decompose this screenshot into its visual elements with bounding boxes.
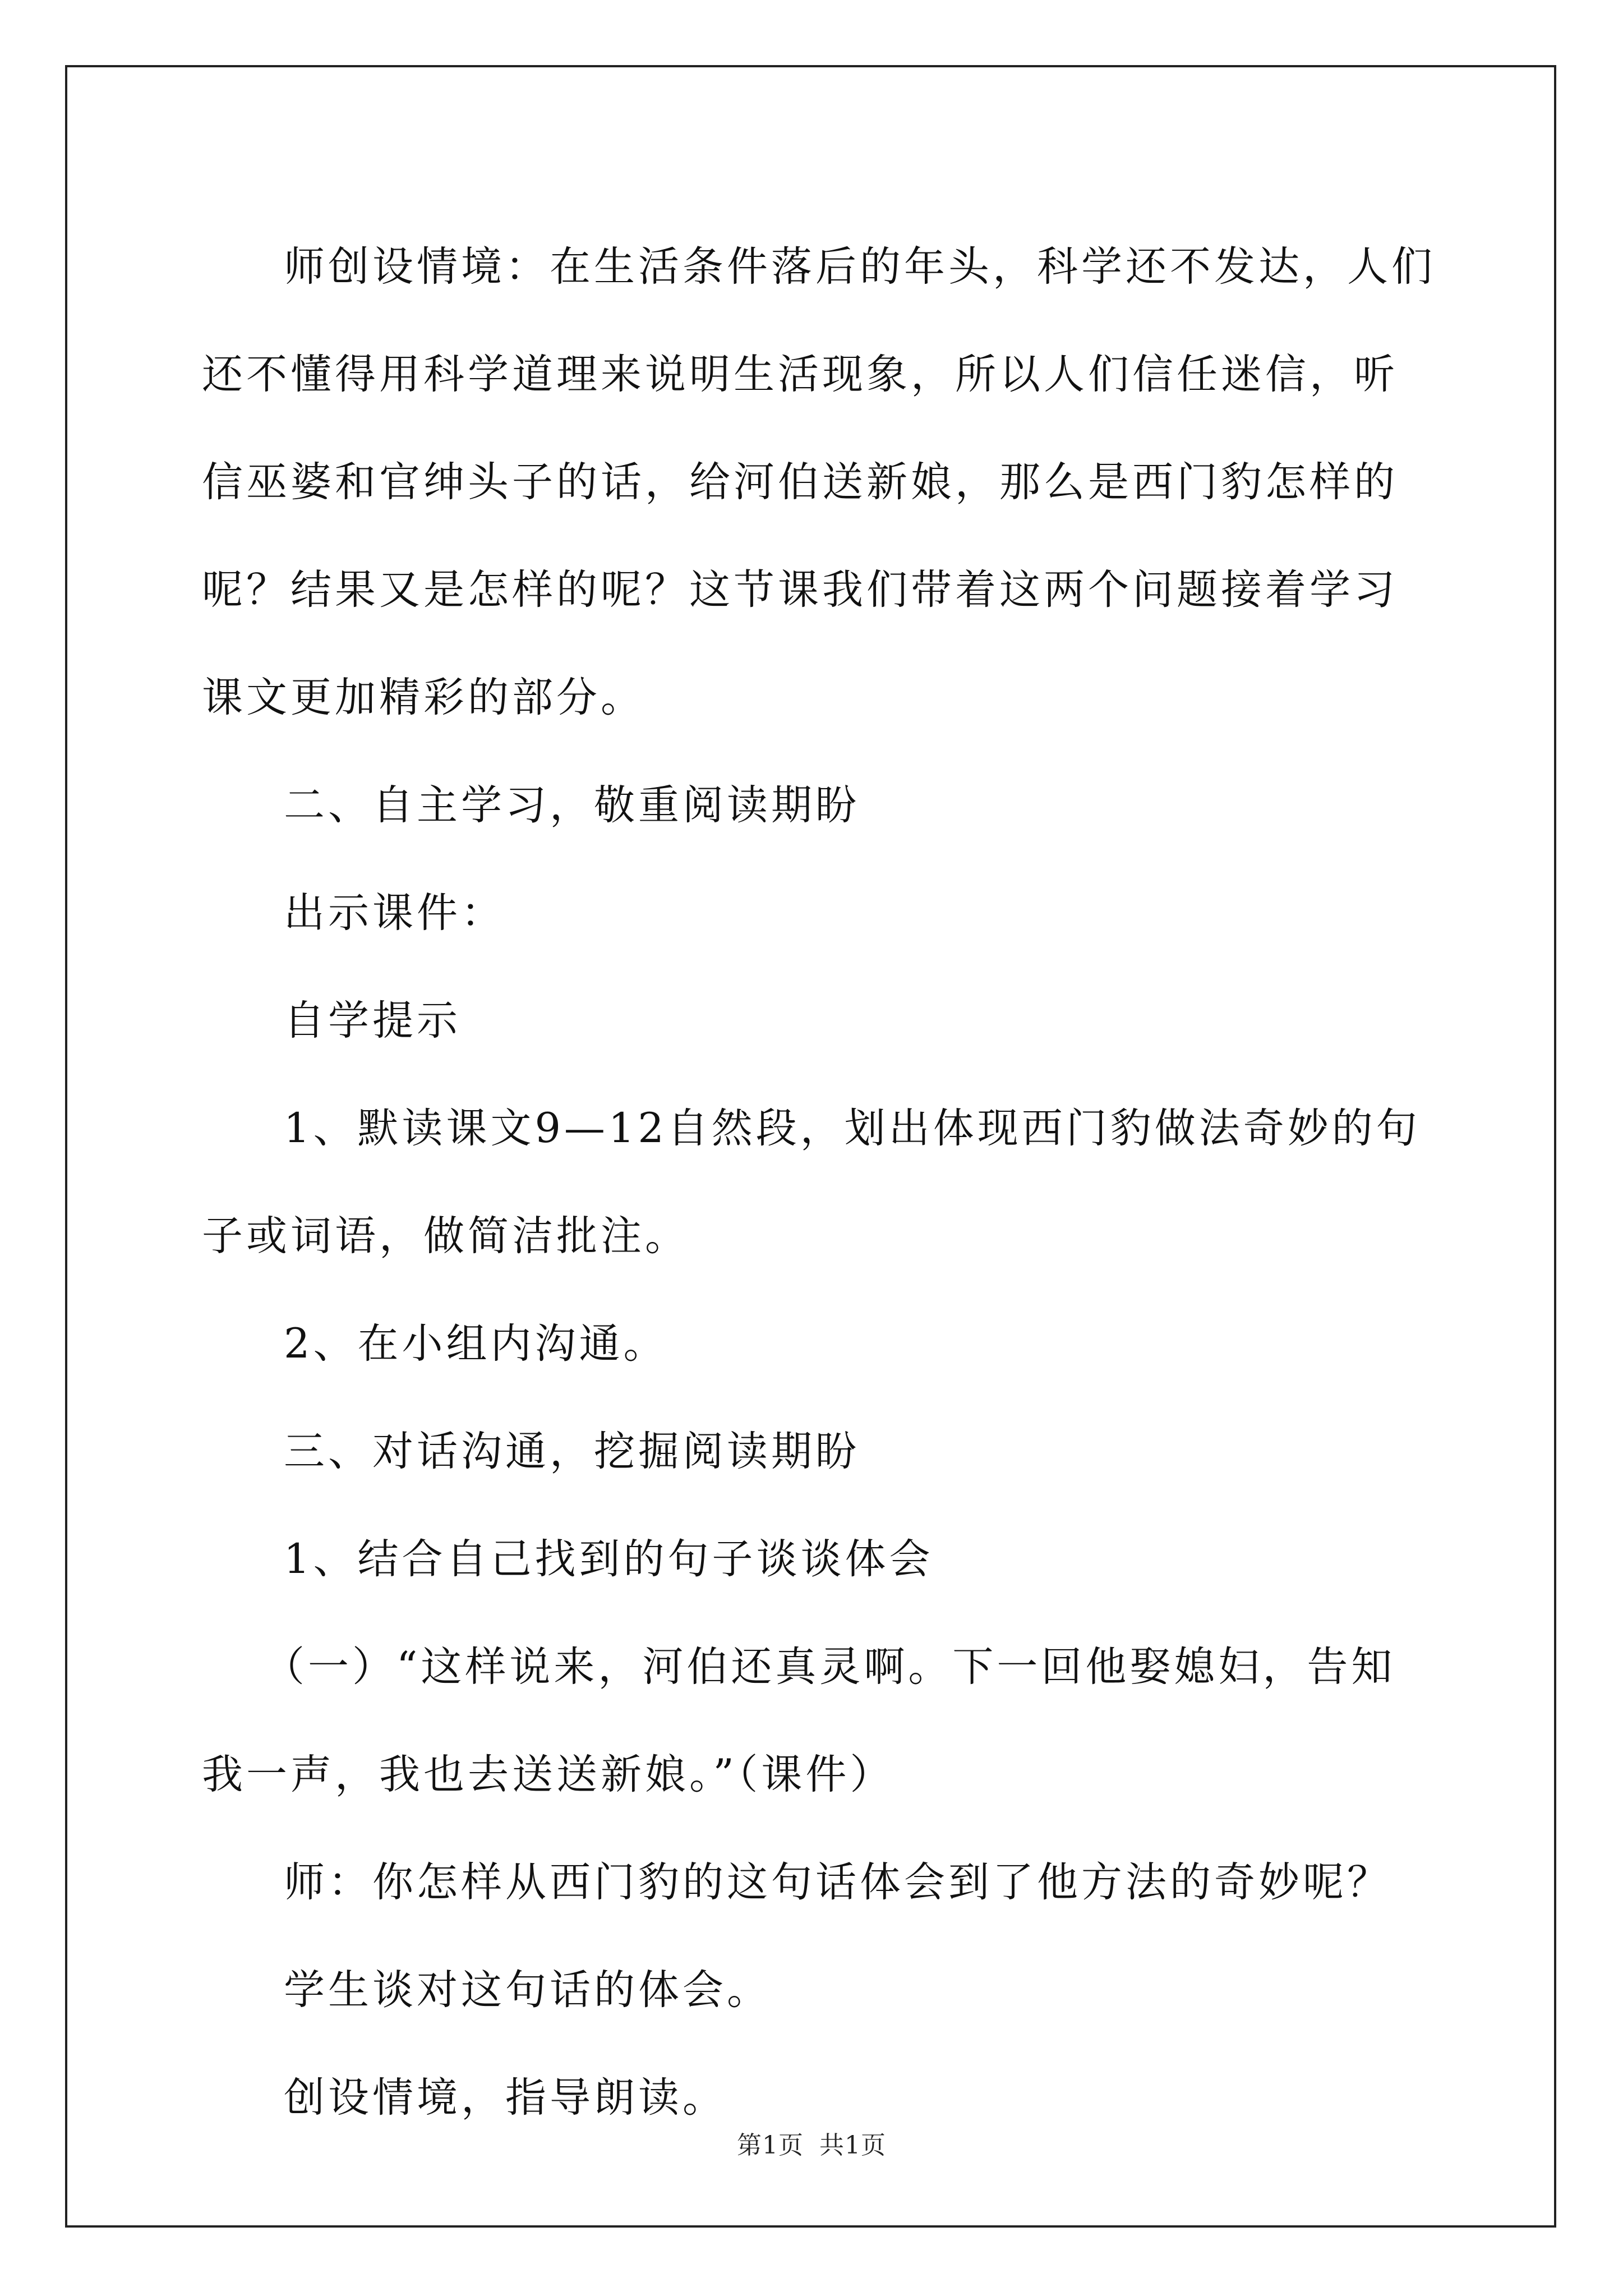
page-number-current: 第1页 <box>737 2131 804 2160</box>
page-footer <box>0 2129 1623 2162</box>
paragraph-quote: （一）“这样说来，河伯还真灵啊。下一回他娶媳妇，告知我一声，我也去送送新娘。”（课件） <box>202 1643 1396 1798</box>
list-item-2: 2、在小组内沟通。 <box>284 1320 668 1368</box>
document-body <box>202 213 1436 2152</box>
paragraph-student-response: 学生谈对这句话的体会。 <box>284 1966 771 2014</box>
list-item-3: 1、结合自己找到的句子谈谈体会 <box>284 1535 934 1583</box>
paragraph-guided-reading: 创设情境，指导朗读。 <box>284 2074 727 2122</box>
heading-section-2: 二、自主学习，敬重阅读期盼 <box>284 781 860 829</box>
paragraph-intro: 师创设情境：在生活条件落后的年头，科学还不发达，人们还不懂得用科学道理来说明生活现象，所以人们信任迷信，听信巫婆和官绅头子的话，给河伯送新娘，那么是西门豹怎样的呢？结果又是怎样的呢？这节课我们带着这两个问题接着学习课文更加精彩的部分。 <box>202 243 1436 721</box>
list-item-1: 1、默读课文9—12自然段，划出体现西门豹做法奇妙的句子或词语，做简洁批注。 <box>202 1105 1421 1260</box>
paragraph-self-study-tips: 自学提示 <box>284 997 461 1045</box>
paragraph-teacher-question: 师：你怎样从西门豹的这句话体会到了他方法的奇妙呢？ <box>284 1858 1391 1906</box>
heading-section-3: 三、对话沟通，挖掘阅读期盼 <box>284 1428 860 1475</box>
page-number-total: 共1页 <box>819 2131 886 2160</box>
paragraph-show-courseware: 出示课件： <box>284 889 505 937</box>
